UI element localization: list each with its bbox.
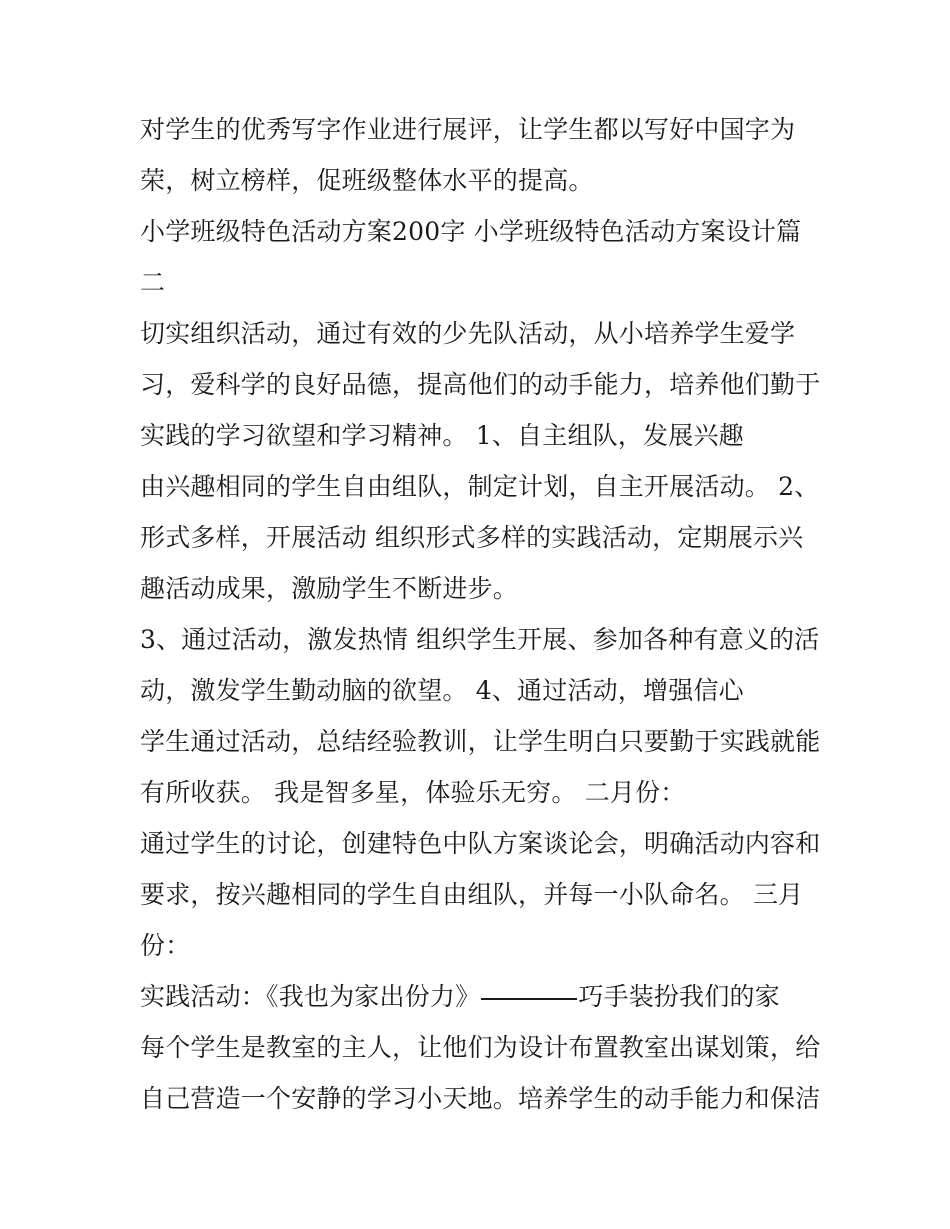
text-line: 份： [140, 931, 191, 960]
text-line: 荣，树立榜样，促班级整体水平的提高。 [140, 166, 594, 195]
text-line: 习，爱科学的良好品德，提高他们的动手能力，培养他们勤于 [140, 370, 821, 399]
text-line: 3、通过活动，激发热情 组织学生开展、参加各种有意义的活 [140, 625, 820, 654]
heading-line: 小学班级特色活动方案200字 小学班级特色活动方案设计篇 [140, 217, 802, 246]
text-line: 要求，按兴趣相同的学生自由组队，并每一小队命名。 三月 [140, 880, 804, 909]
text-line: 由兴趣相同的学生自由组队，制定计划，自主开展活动。 2、 [140, 472, 820, 501]
heading-line: 二 [140, 268, 166, 297]
em-dash-rule [481, 998, 577, 1000]
text-line: 切实组织活动，通过有效的少先队活动，从小培养学生爱学 [140, 319, 796, 348]
text-line: 通过学生的讨论，创建特色中队方案谈论会，明确活动内容和 [140, 829, 821, 858]
text-line: 趣活动成果，激励学生不断进步。 [140, 574, 519, 603]
text-line: 形式多样，开展活动 组织形式多样的实践活动，定期展示兴 [140, 523, 804, 552]
text-line: 学生通过活动，总结经验教训，让学生明白只要勤于实践就能 [140, 727, 821, 756]
practice-activity-title: 实践活动：《我也为家出份力》 [140, 982, 481, 1011]
practice-activity-line [140, 981, 830, 1013]
text-line: 对学生的优秀写字作业进行展评，让学生都以写好中国字为 [140, 115, 796, 144]
text-line: 实践的学习欲望和学习精神。 1、自主组队，发展兴趣 [140, 421, 744, 450]
practice-activity-subtitle: 巧手装扮我们的家 [578, 982, 780, 1011]
text-line: 自己营造一个安静的学习小天地。培养学生的动手能力和保洁 [140, 1084, 821, 1113]
text-line: 每个学生是教室的主人，让他们为设计布置教室出谋划策，给 [140, 1033, 821, 1062]
text-line: 动，激发学生勤动脑的欲望。 4、通过活动，增强信心 [140, 676, 744, 705]
text-line: 有所收获。 我是智多星，体验乐无穷。 二月份： [140, 778, 686, 807]
